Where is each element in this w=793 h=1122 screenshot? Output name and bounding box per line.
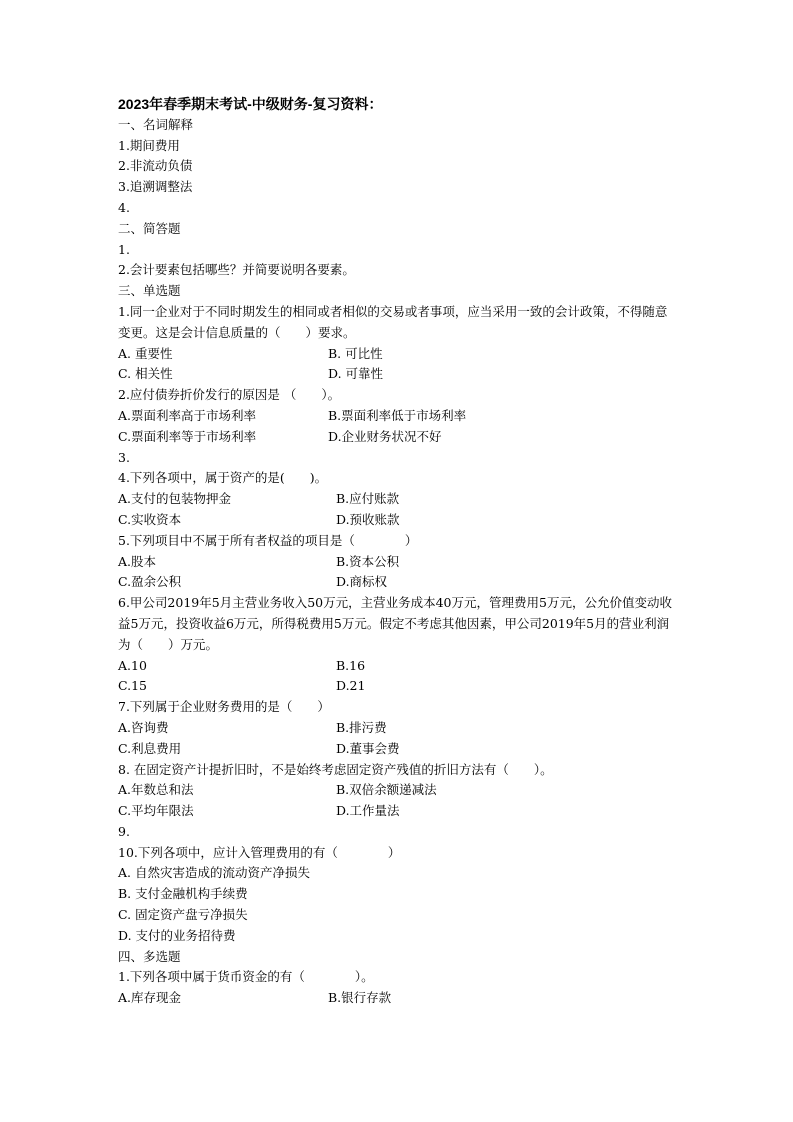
term-item: 2.非流动负债	[118, 158, 193, 174]
option-d: D.21	[336, 678, 366, 694]
option-c: C.实收资本	[118, 511, 182, 527]
question-text: 4.下列各项中，属于资产的是( )。	[118, 470, 328, 486]
option-c: C.平均年限法	[118, 803, 194, 819]
option-d: D. 可靠性	[328, 366, 384, 382]
option-a: A.咨询费	[118, 719, 169, 735]
option-c: C.利息费用	[118, 740, 182, 756]
option-a: A.支付的包装物押金	[118, 491, 232, 507]
question-text: 3.	[118, 449, 130, 465]
question-text: 7.下列属于企业财务费用的是（ ）	[118, 699, 330, 715]
option-b: B.资本公积	[336, 553, 400, 569]
question-text: 9.	[118, 823, 130, 839]
option-a: A.库存现金	[118, 990, 182, 1006]
term-item: 1.期间费用	[118, 137, 180, 153]
option-b: B.票面利率低于市场利率	[328, 407, 467, 423]
document-title: 2023年春季期末考试-中级财务-复习资料：	[118, 96, 383, 112]
question-text: 10.下列各项中，应计入管理费用的有（ ）	[118, 844, 401, 860]
option-d: D.董事会费	[336, 740, 400, 756]
section-heading: 四、多选题	[118, 948, 181, 964]
section-heading: 一、名词解释	[118, 116, 194, 132]
option-d: D.工作量法	[336, 803, 400, 819]
option-a: A.股本	[118, 553, 157, 569]
option-b: B.16	[336, 657, 366, 673]
section-heading: 二、简答题	[118, 220, 181, 236]
option-b: B.双倍余额递减法	[336, 782, 437, 798]
question-text: 8. 在固定资产计提折旧时，不是始终考虑固定资产残值的折旧方法有（ ）。	[118, 761, 553, 777]
short-answer-item: 1.	[118, 241, 130, 257]
document-page	[118, 94, 678, 1009]
term-item: 3.追溯调整法	[118, 179, 193, 195]
option-b: B. 可比性	[328, 345, 383, 361]
term-item: 4.	[118, 199, 130, 215]
option-b: B.排污费	[336, 719, 387, 735]
question-text: 5.下列项目中不属于所有者权益的项目是（ ）	[118, 532, 418, 548]
option-c: C.15	[118, 678, 147, 694]
option-a: A.票面利率高于市场利率	[118, 407, 257, 423]
question-text: 2.应付债券折价发行的原因是 （ ）。	[118, 387, 341, 403]
option-a: A. 自然灾害造成的流动资产净损失	[118, 865, 310, 881]
option-b: B.银行存款	[328, 990, 392, 1006]
option-b: B. 支付金融机构手续费	[118, 886, 248, 902]
option-d: D.预收账款	[336, 511, 400, 527]
option-c: C. 固定资产盘亏净损失	[118, 907, 248, 923]
option-b: B.应付账款	[336, 491, 400, 507]
option-d: D.商标权	[336, 574, 388, 590]
short-answer-item: 2.会计要素包括哪些？并简要说明各要素。	[118, 262, 355, 278]
option-c: C.票面利率等于市场利率	[118, 428, 257, 444]
option-a: A.年数总和法	[118, 782, 194, 798]
question-text: 1.下列各项中属于货币资金的有（ ）。	[118, 969, 374, 985]
option-c: C. 相关性	[118, 366, 173, 382]
option-d: D. 支付的业务招待费	[118, 927, 236, 943]
question-text: 6.甲公司2019年5月主营业务收入50万元，主营业务成本40万元，管理费用5万元，公允价值变动收益5万元，投资收益6万元，所得税费用5万元。假定不考虑其他因素，甲公司2019年5月的营业利润为（ ）万元。	[118, 595, 672, 652]
option-d: D.企业财务状况不好	[328, 428, 442, 444]
option-a: A.10	[118, 657, 147, 673]
question-text: 1.同一企业对于不同时期发生的相同或者相似的交易或者事项，应当采用一致的会计政策，不得随意变更。这是会计信息质量的（ ）要求。	[118, 303, 668, 340]
option-a: A. 重要性	[118, 345, 173, 361]
section-heading: 三、单选题	[118, 283, 181, 299]
option-c: C.盈余公积	[118, 574, 182, 590]
